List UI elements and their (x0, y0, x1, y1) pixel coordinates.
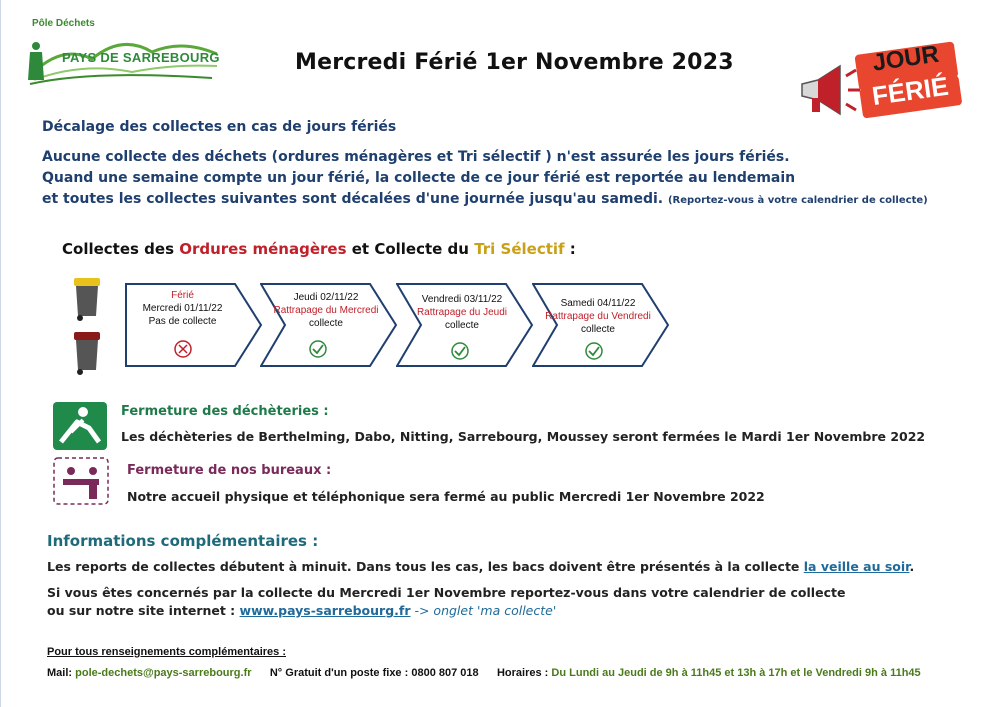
page-edge (0, 0, 1, 707)
day-ferie (125, 283, 263, 367)
intro-line-1: Aucune collecte des déchets (ordures ménagères et Tri sélectif ) n'est assurée les jours fériés. (42, 149, 790, 165)
ferie-detail: Pas de collecte (148, 316, 217, 327)
samedi-rattrapage: Rattrapage du Vendredi (545, 311, 651, 322)
collectes-tri: Tri Sélectif (474, 240, 565, 258)
samedi-date: Samedi 04/11/22 (560, 298, 636, 309)
hours-label: Horaires : (496, 667, 549, 679)
website-link[interactable]: www.pays-sarrebourg.fr (239, 603, 411, 618)
decheteries-text: Les déchèteries de Berthelming, Dabo, Nitting, Sarrebourg, Moussey seront fermées le Mardi 1er Novembre 2022 (121, 429, 926, 444)
office-reception-icon (53, 457, 109, 505)
info-line-1 (47, 559, 914, 574)
page-title: Mercredi Férié 1er Novembre 2023 (295, 50, 734, 75)
day-jeudi-text (266, 291, 386, 330)
jeudi-detail: collecte (309, 318, 343, 329)
phone-value: 0800 807 018 (411, 667, 479, 679)
logo-pole-text: Pôle Déchets (32, 18, 95, 29)
bureaux-text: Notre accueil physique et téléphonique sera fermé au public Mercredi 1er Novembre 2022 (127, 489, 765, 504)
cross-icon (173, 339, 193, 359)
day-ferie-text (125, 289, 240, 328)
collectes-heading (62, 240, 576, 258)
intro-heading: Décalage des collectes en cas de jours fériés (42, 119, 397, 135)
mail-value[interactable]: pole-dechets@pays-sarrebourg.fr (75, 667, 252, 679)
hours-value: Du Lundi au Jeudi de 9h à 11h45 et 13h à 17h et le Vendredi 9h à 11h45 (551, 667, 921, 679)
jeudi-date: Jeudi 02/11/22 (293, 292, 359, 303)
info-line-1-end: . (909, 559, 915, 574)
vendredi-date: Vendredi 03/11/22 (421, 294, 503, 305)
ferie-date: Mercredi 01/11/22 (142, 303, 223, 314)
logo (22, 14, 222, 94)
info-line-3 (47, 603, 556, 618)
mail-label: Mail: (47, 667, 73, 679)
check-icon (450, 341, 470, 361)
yellow-bin-icon (74, 278, 100, 321)
check-icon (584, 341, 604, 361)
logo-pays-text: PAYS DE SARREBOURG (62, 50, 220, 65)
info-line-1-text: Les reports de collectes débutent à minuit. Dans tous les cas, les bacs doivent être présentés à la collecte (47, 559, 804, 574)
check-icon (308, 339, 328, 359)
day-vendredi-text (402, 293, 522, 332)
info-line-3-note: -> onglet 'ma collecte' (410, 603, 557, 618)
decheteries-heading: Fermeture des déchèteries : (121, 404, 329, 419)
day-samedi-text (536, 297, 660, 336)
badge-line2: FÉRIÉ (870, 70, 951, 112)
phone-label: N° Gratuit d'un poste fixe : (269, 667, 409, 679)
collectes-ordures: Ordures ménagères (179, 240, 347, 258)
badge-text (854, 39, 961, 110)
intro-line-2: Quand une semaine compte un jour férié, la collecte de ce jour férié est reportée au lendemain (42, 170, 796, 186)
collectes-part3: et Collecte du (346, 240, 475, 258)
bins-icon (68, 276, 108, 376)
veille-link[interactable]: la veille au soir (803, 559, 910, 574)
recycling-center-icon (53, 402, 107, 450)
info-heading: Informations complémentaires : (47, 532, 319, 550)
footer-heading: Pour tous renseignements complémentaires : (47, 646, 287, 658)
day-samedi (532, 283, 670, 367)
brown-bin-icon (74, 332, 100, 375)
jeudi-rattrapage: Rattrapage du Mercredi (273, 305, 379, 316)
bureaux-heading: Fermeture de nos bureaux : (127, 463, 332, 478)
intro-line-3 (42, 191, 928, 207)
samedi-detail: collecte (581, 324, 615, 335)
intro-line-3-text: et toutes les collectes suivantes sont décalées d'une journée jusqu'au samedi. (42, 191, 664, 207)
info-line-2: Si vous êtes concernés par la collecte du Mercredi 1er Novembre reportez-vous dans votre calendrier de collecte (47, 585, 846, 600)
jour-ferie-badge (798, 32, 963, 122)
badge-line1: JOUR (870, 40, 941, 77)
collectes-part1: Collectes des (62, 240, 180, 258)
intro-line-3-note: (Reportez-vous à votre calendrier de collecte) (667, 195, 928, 206)
day-jeudi (260, 283, 398, 367)
info-line-3-text: ou sur notre site internet : (47, 603, 240, 618)
vendredi-detail: collecte (445, 320, 479, 331)
ferie-label: Férié (171, 290, 194, 301)
day-vendredi (396, 283, 534, 367)
collectes-part5: : (564, 240, 576, 258)
vendredi-rattrapage: Rattrapage du Jeudi (416, 307, 508, 318)
footer-contact (47, 667, 921, 679)
